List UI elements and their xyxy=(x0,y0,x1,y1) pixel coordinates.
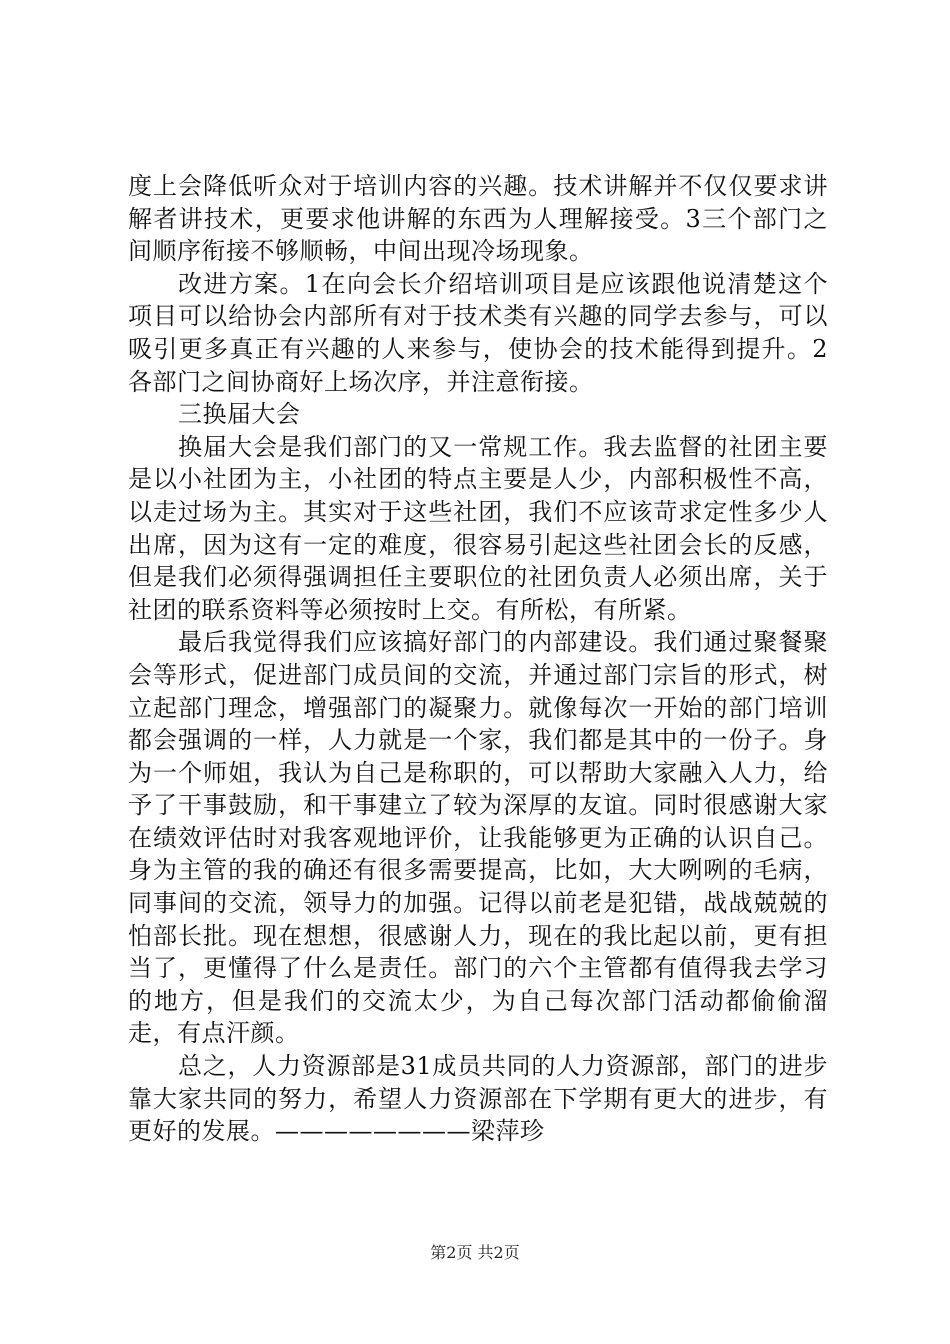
paragraph-conclusion: 总之，人力资源部是31成员共同的人力资源部，部门的进步靠大家共同的努力，希望人力资源部在下学期有更大的进步，有更好的发展。————————梁萍珍 xyxy=(128,1052,828,1146)
document-body xyxy=(128,170,828,1148)
paragraph-training-issues: 度上会降低听众对于培训内容的兴趣。技术讲解并不仅仅要求讲解者讲技术，更要求他讲解的东西为人理解接受。3三个部门之间顺序衔接不够顺畅，中间出现冷场现象。 xyxy=(128,172,828,266)
paragraph-improvement-plan: 改进方案。1在向会长介绍培训项目是应该跟他说清楚这个项目可以给协会内部所有对于技术类有兴趣的同学去参与，可以吸引更多真正有兴趣的人来参与，使协会的技术能得到提升。2各部门之间协商好上场次序，并注意衔接。 xyxy=(128,269,828,396)
paragraph-election-meeting: 换届大会是我们部门的又一常规工作。我去监督的社团主要是以小社团为主，小社团的特点主要是人少，内部积极性不高，以走过场为主。其实对于这些社团，我们不应该苛求定性多少人出席，因为这有一定的难度，很容易引起这些社团会长的反感，但是我们必须得强调担任主要职位的社团负责人必须出席，关于社团的联系资料等必须按时上交。有所松，有所紧。 xyxy=(128,432,828,624)
paragraph-internal-building: 最后我觉得我们应该搞好部门的内部建设。我们通过聚餐聚会等形式，促进部门成员间的交流，并通过部门宗旨的形式，树立起部门理念，增强部门的凝聚力。就像每次一开始的部门培训都会强调的一样，人力就是一个家，我们都是其中的一份子。身为一个师姐，我认为自己是称职的，可以帮助大家融入人力，给予了干事鼓励，和干事建立了较为深厚的友谊。同时很感谢大家在绩效评估时对我客观地评价，让我能够更为正确的认识自己。身为主管的我的确还有很多需要提高，比如，大大咧咧的毛病，同事间的交流，领导力的加强。记得以前老是犯错，战战兢兢的怕部长批。现在想想，很感谢人力，现在的我比起以前，更有担当了，更懂得了什么是责任。部门的六个主管都有值得我去学习的地方，但是我们的交流太少，为自己每次部门活动都偷偷溜走，有点汗颜。 xyxy=(128,628,828,1048)
section-heading-election-meeting: 三换届大会 xyxy=(178,400,301,429)
page-number-footer: 第2页 共2页 xyxy=(430,1243,520,1262)
